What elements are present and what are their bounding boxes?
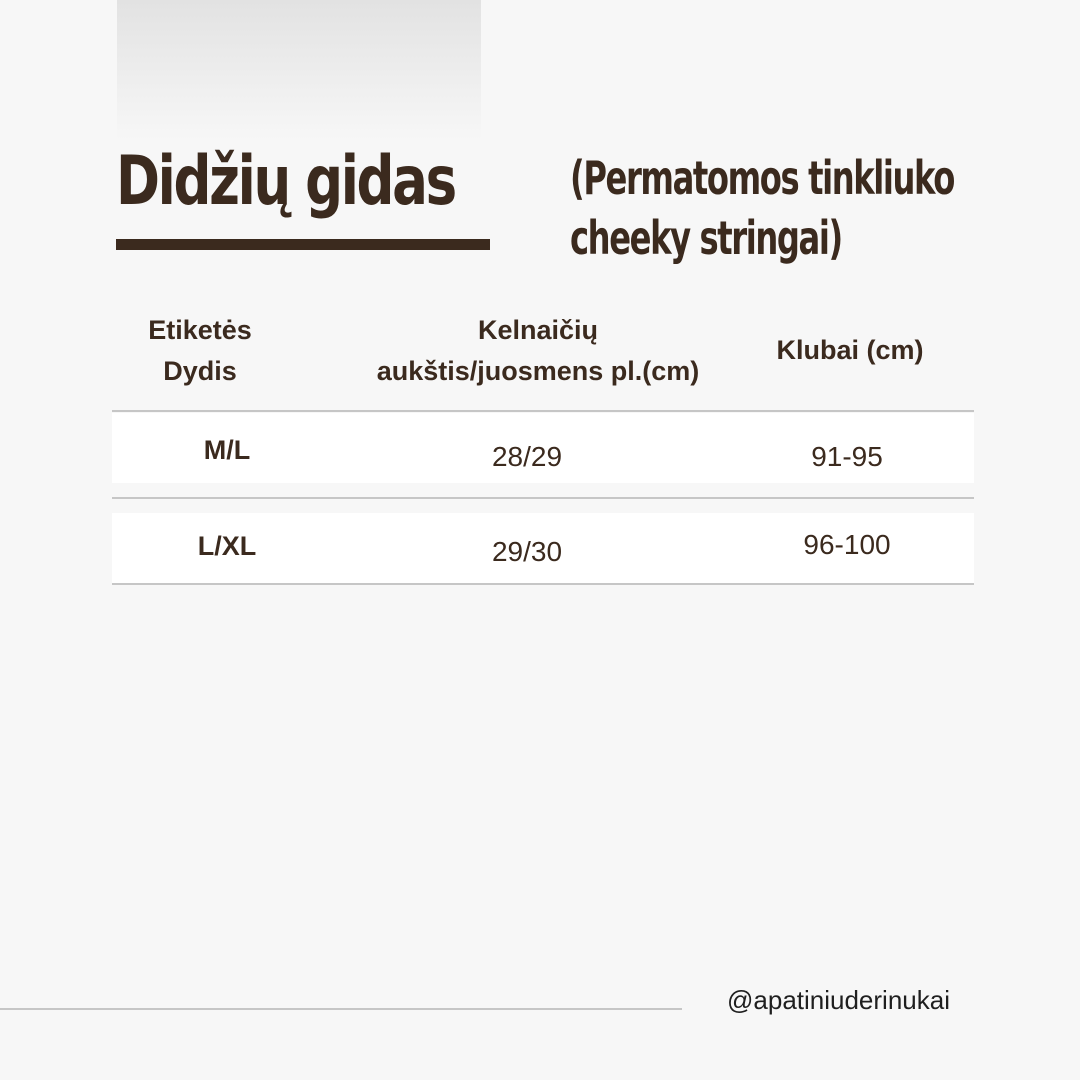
column-header-size <box>120 310 280 392</box>
header-divider <box>112 410 974 412</box>
subtitle-line-1: (Permatomos tinkliuko <box>570 151 954 205</box>
cell-hips: 91-95 <box>811 441 883 472</box>
column-header-hips: Klubai (cm) <box>776 335 924 365</box>
column-header-height <box>320 310 756 392</box>
title-underline <box>116 239 490 250</box>
top-decorative-panel <box>117 0 481 140</box>
cell-hips: 96-100 <box>803 529 891 560</box>
subtitle-line-2: cheeky stringai) <box>570 211 842 265</box>
table-row <box>112 413 974 483</box>
column-header-height-line-1: Kelnaičių <box>477 315 599 345</box>
row-divider <box>112 497 974 499</box>
social-handle: @apatiniuderinukai <box>727 985 950 1015</box>
table-bottom-divider <box>112 583 974 585</box>
page-subtitle <box>570 148 954 268</box>
cell-size: L/XL <box>197 531 257 561</box>
footer-divider <box>0 1008 682 1010</box>
column-header-size-line-1: Etiketės <box>148 315 252 345</box>
table-row <box>112 513 974 583</box>
column-header-height-line-2: aukštis/juosmens pl.(cm) <box>376 356 700 386</box>
cell-height: 29/30 <box>491 536 563 567</box>
column-header-size-line-2: Dydis <box>163 356 237 386</box>
page-title: Didžių gidas <box>116 142 455 221</box>
cell-size: M/L <box>203 435 251 465</box>
cell-height: 28/29 <box>491 441 563 472</box>
